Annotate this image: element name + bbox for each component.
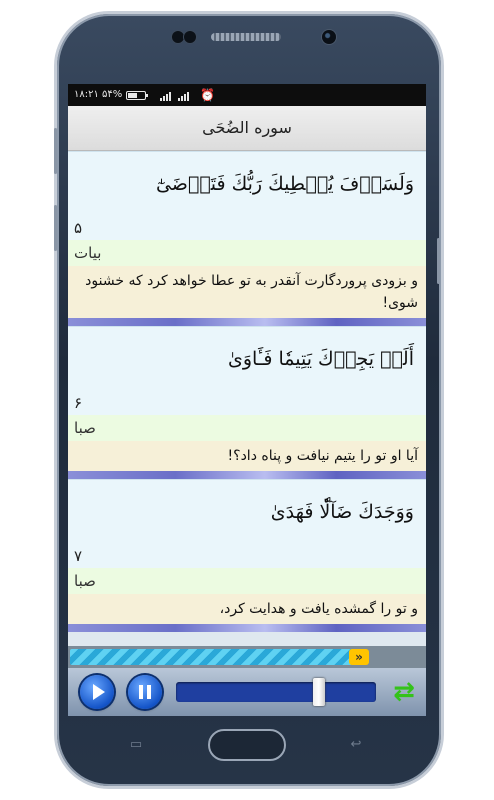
light-sensor [184,31,196,43]
player-controls [68,668,426,716]
recent-apps-icon[interactable]: ▭ [129,737,143,752]
earpiece-speaker [211,33,281,41]
verse-reciter: صبا [68,568,426,594]
verse-translation: و تو را گمشده یافت و هدایت کرد، [68,594,426,624]
signal-icon [160,90,174,101]
repeat-icon[interactable]: ⇄ [393,677,415,707]
seek-slider-handle[interactable] [313,678,325,706]
page-title: سوره الضُحَی [68,106,426,151]
verse-reciter: صبا [68,415,426,441]
verse-divider [68,624,426,632]
verse-card[interactable] [68,479,426,624]
status-bar [68,84,426,106]
pause-button[interactable] [128,675,162,709]
chevron-right-icon: » [349,649,369,665]
verse-arabic-text: أَلَمۡ يَجِدۡكَ يَتِيمٗا فَـَٔاوَىٰ [68,326,426,391]
battery-percent: ۵۴% [102,89,123,100]
verse-card[interactable] [68,326,426,471]
front-camera [322,30,336,44]
home-button[interactable] [208,729,286,761]
alarm-icon: ⏰ [200,88,215,102]
signal-icon [178,90,192,101]
verse-number: ۵ [68,216,426,240]
verse-translation: و بزودی پروردگارت آنقدر به تو عطا خواهد کرد که خشنود شوی! [68,266,426,318]
verse-arabic-text: وَلَسَوۡفَ يُعۡطِيكَ رَبُّكَ فَتَرۡضَىٰٓ [68,151,426,216]
play-button[interactable] [80,675,114,709]
download-progress-bar [68,646,426,668]
proximity-sensor [172,31,184,43]
verse-divider [68,471,426,479]
screen [68,84,426,716]
back-icon[interactable]: ↩ [350,737,362,752]
verse-translation: آیا او تو را یتیم نیافت و پناه داد؟! [68,441,426,471]
verse-card[interactable] [68,151,426,318]
verse-divider [68,318,426,326]
verse-reciter: بیات [68,240,426,266]
verse-number: ۷ [68,544,426,568]
power-button[interactable] [437,238,440,284]
verse-arabic-text: وَوَجَدَكَ ضَآلّٗا فَهَدَىٰ [68,479,426,544]
verse-list[interactable] [68,151,426,644]
volume-up-button[interactable] [54,128,57,174]
seek-slider[interactable] [176,682,376,702]
status-time: ۱۸:۲۱ [74,89,99,100]
volume-down-button[interactable] [54,205,57,251]
battery-icon [126,91,146,100]
verse-number: ۶ [68,391,426,415]
play-icon [93,684,105,700]
download-progress-fill [70,649,359,665]
